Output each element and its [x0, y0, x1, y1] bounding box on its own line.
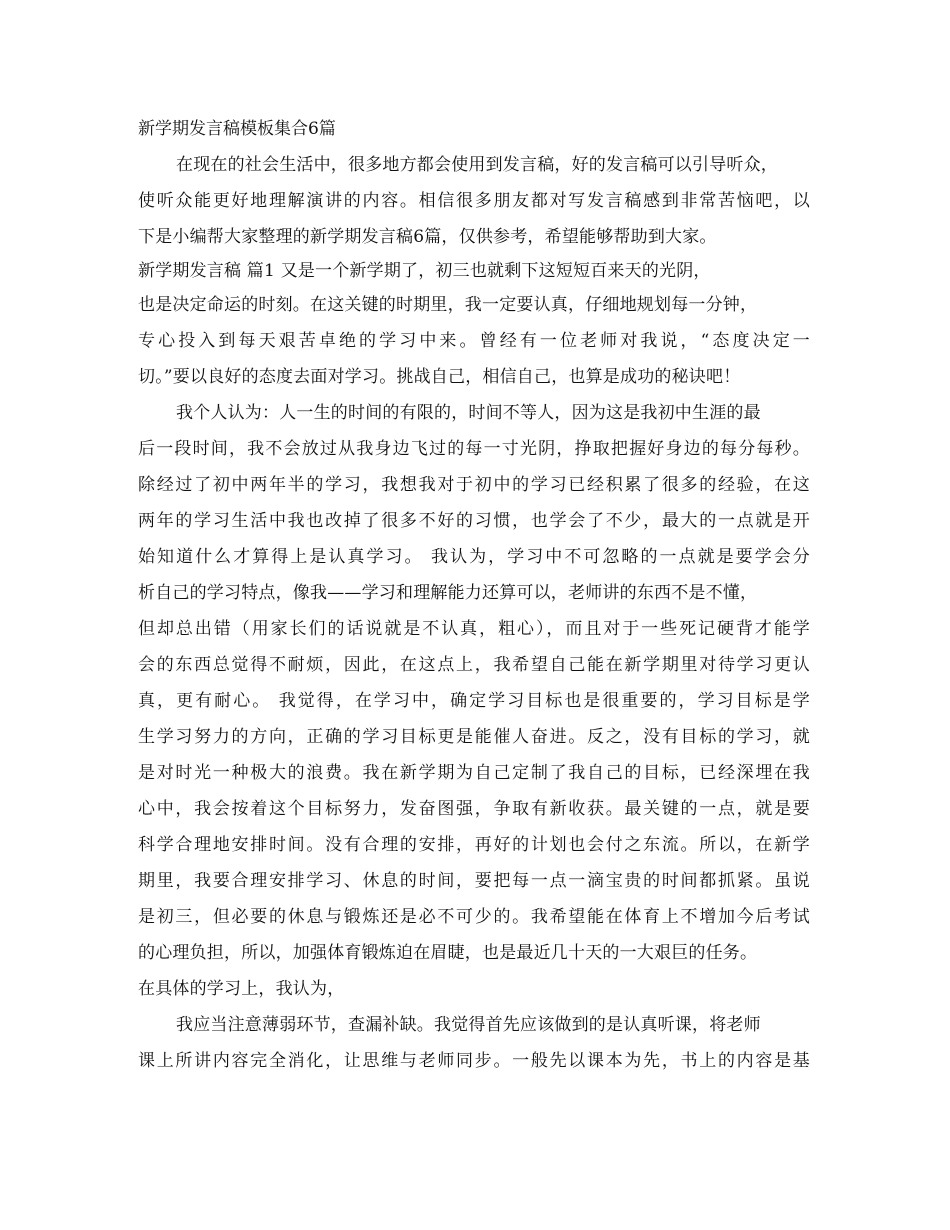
paragraph-line: 两年的学习生活中我也改掉了很多不好的习惯，也学会了不少，最大的一点就是开	[138, 511, 810, 531]
paragraph-line: 生学习努力的方向，正确的学习目标更是能催人奋进。反之，没有目标的学习，就	[138, 727, 810, 747]
paragraph-line: 下是小编帮大家整理的新学期发言稿6篇，仅供参考，希望能够帮助到大家。	[138, 227, 717, 247]
paragraph-line: 真，更有耐心。 我觉得，在学习中，确定学习目标也是很重要的，学习目标是学	[138, 691, 810, 711]
paragraph-line: 我个人认为：人一生的时间的有限的，时间不等人，因为这是我初中生涯的最	[176, 403, 761, 423]
paragraph-line: 但却总出错（用家长们的话说就是不认真，粗心），而且对于一些死记硬背才能学	[138, 619, 810, 639]
paragraph-line: 始知道什么才算得上是认真学习。 我认为，学习中不可忽略的一点就是要学会分	[138, 547, 810, 567]
paragraph-line: 使听众能更好地理解演讲的内容。相信很多朋友都对写发言稿感到非常苦恼吧，以	[138, 191, 810, 211]
paragraph-line: 除经过了初中两年半的学习，我想我对于初中的学习已经积累了很多的经验，在这	[138, 475, 810, 495]
paragraph-line: 专心投入到每天艰苦卓绝的学习中来。曾经有一位老师对我说，“态度决定一	[138, 331, 810, 351]
paragraph-line: 后一段时间，我不会放过从我身边飞过的每一寸光阴，挣取把握好身边的每分每秒。	[138, 439, 810, 459]
paragraph-line: 会的东西总觉得不耐烦，因此，在这点上，我希望自己能在新学期里对待学习更认	[138, 655, 810, 675]
paragraph-line: 切。”要以良好的态度去面对学习。挑战自己，相信自己，也算是成功的秘诀吧！	[138, 367, 741, 387]
paragraph-line: 科学合理地安排时间。没有合理的安排，再好的计划也会付之东流。所以，在新学	[138, 835, 810, 855]
paragraph-line: 课上所讲内容完全消化，让思维与老师同步。一般先以课本为先，书上的内容是基	[138, 1051, 810, 1071]
paragraph-line: 期里，我要合理安排学习、休息的时间，要把每一点一滴宝贵的时间都抓紧。虽说	[138, 871, 810, 891]
paragraph-line: 在现在的社会生活中，很多地方都会使用到发言稿，好的发言稿可以引导听众，	[176, 155, 778, 175]
paragraph-line: 析自己的学习特点，像我——学习和理解能力还算可以，老师讲的东西不是不懂，	[138, 583, 758, 603]
paragraph-line: 在具体的学习上，我认为，	[138, 979, 345, 999]
paragraph-line: 也是决定命运的时刻。在这关键的时期里，我一定要认真，仔细地规划每一分钟，	[138, 295, 758, 315]
paragraph-line: 心中，我会按着这个目标努力，发奋图强，争取有新收获。最关键的一点，就是要	[138, 799, 810, 819]
document-title: 新学期发言稿模板集合6篇	[138, 119, 336, 139]
paragraph-line: 新学期发言稿 篇1 又是一个新学期了，初三也就剩下这短短百来天的光阴，	[138, 261, 711, 281]
paragraph-line: 我应当注意薄弱环节，查漏补缺。我觉得首先应该做到的是认真听课，将老师	[176, 1015, 761, 1035]
paragraph-line: 是初三，但必要的休息与锻炼还是必不可少的。我希望能在体育上不增加今后考试	[138, 907, 810, 927]
paragraph-line: 的心理负担，所以，加强体育锻炼迫在眉睫，也是最近几十天的一大艰巨的任务。	[138, 943, 758, 963]
paragraph-line: 是对时光一种极大的浪费。我在新学期为自己定制了我自己的目标，已经深埋在我	[138, 763, 810, 783]
